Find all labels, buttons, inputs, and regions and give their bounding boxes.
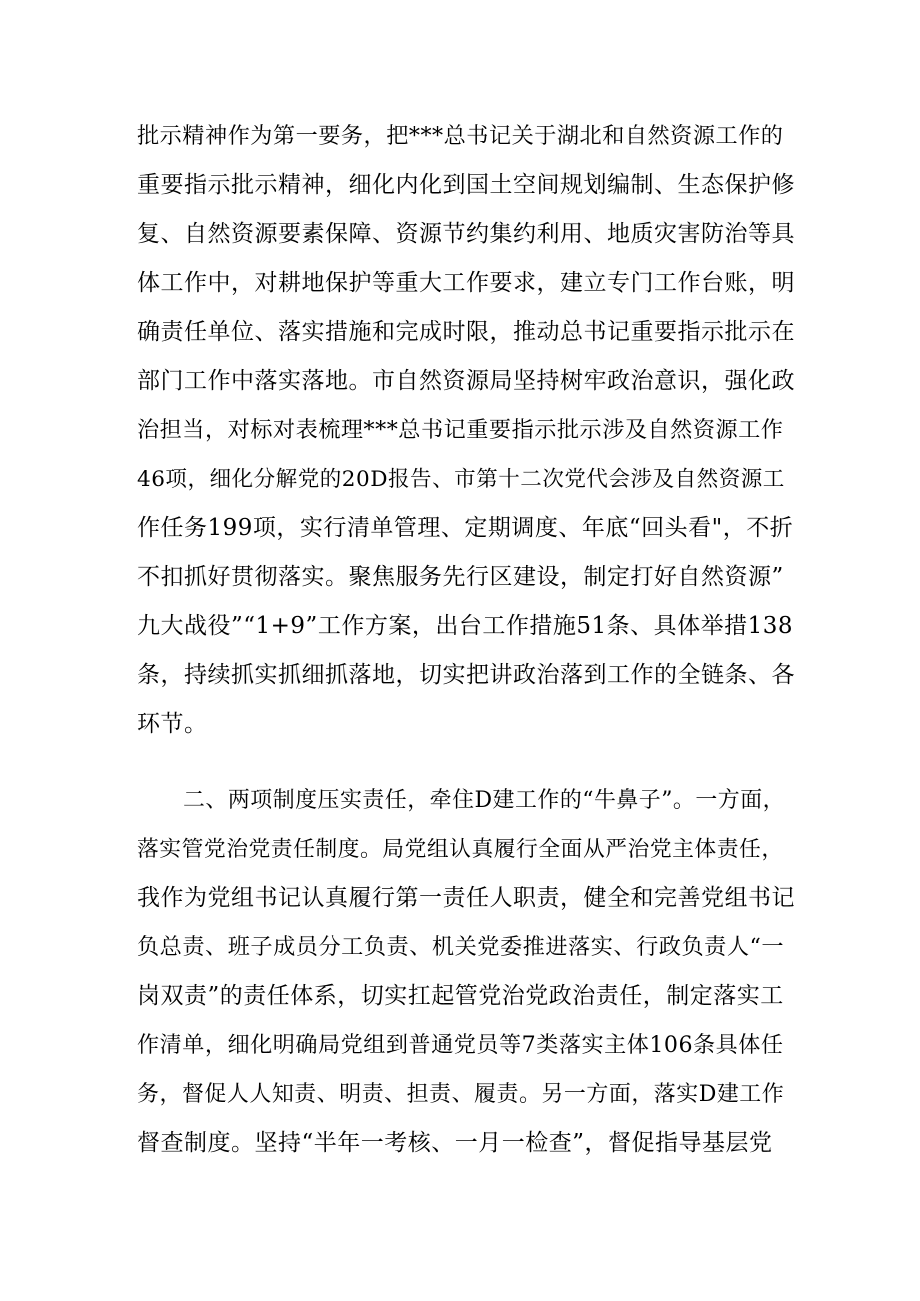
text-line: 复、自然资源要素保障、资源节约集约利用、地质灾害防治等具 bbox=[137, 221, 795, 247]
text-line: 负总责、班子成员分工负责、机关党委推进落实、行政负责人“一 bbox=[137, 934, 785, 960]
text-line: 岗双责”的责任体系，切实扛起管党治党政治责任，制定落实工 bbox=[137, 983, 784, 1009]
paragraph-1 bbox=[137, 112, 797, 749]
text-line: 体工作中，对耕地保护等重大工作要求，建立专门工作台账，明 bbox=[137, 270, 795, 296]
text-line: 务，督促人人知责、明责、担责、履责。另一方面，落实D建工作 bbox=[137, 1082, 785, 1107]
text-line: 部门工作中落实落地。市自然资源局坚持树牢政治意识，强化政 bbox=[137, 368, 795, 394]
text-line: 督查制度。坚持“半年一考核、一月一检查”，督促指导基层党 bbox=[137, 1130, 773, 1156]
text-line: 作清单，细化明确局党组到普通党员等7类落实主体106条具体任 bbox=[137, 1032, 784, 1058]
text-line: 九大战役”“1+9”工作方案，出台工作措施51条、具体举措138 bbox=[137, 613, 793, 639]
paragraph-2 bbox=[137, 776, 797, 1168]
text-line: 46项，细化分解党的20D报告、市第十二次党代会涉及自然资源工 bbox=[137, 467, 785, 492]
text-line: 我作为党组书记认真履行第一责任人职责，健全和完善党组书记 bbox=[137, 885, 795, 911]
text-line: 二、两项制度压实责任，牵住D建工作的“牛鼻子”。一方面， bbox=[183, 788, 786, 813]
text-line: 条，持续抓实抓细抓落地，切实把讲政治落到工作的全链条、各 bbox=[137, 662, 795, 688]
text-line: 批示精神作为第一要务，把***总书记关于湖北和自然资源工作的 bbox=[137, 123, 784, 149]
text-line: 不扣抓好贯彻落实。聚焦服务先行区建设，制定打好自然资源” bbox=[137, 564, 784, 590]
text-line: 确责任单位、落实措施和完成时限，推动总书记重要指示批示在 bbox=[137, 319, 795, 345]
text-line: 作任务199项，实行清单管理、定期调度、年底“回头看"，不折 bbox=[137, 515, 794, 541]
text-line: 落实管党治党责任制度。局党组认真履行全面从严治党主体责任， bbox=[137, 837, 784, 862]
text-line: 治担当，对标对表梳理***总书记重要指示批示涉及自然资源工作 bbox=[137, 417, 784, 443]
text-line: 环节。 bbox=[137, 711, 208, 737]
text-line: 重要指示批示精神，细化内化到国土空间规划编制、生态保护修 bbox=[137, 172, 795, 198]
